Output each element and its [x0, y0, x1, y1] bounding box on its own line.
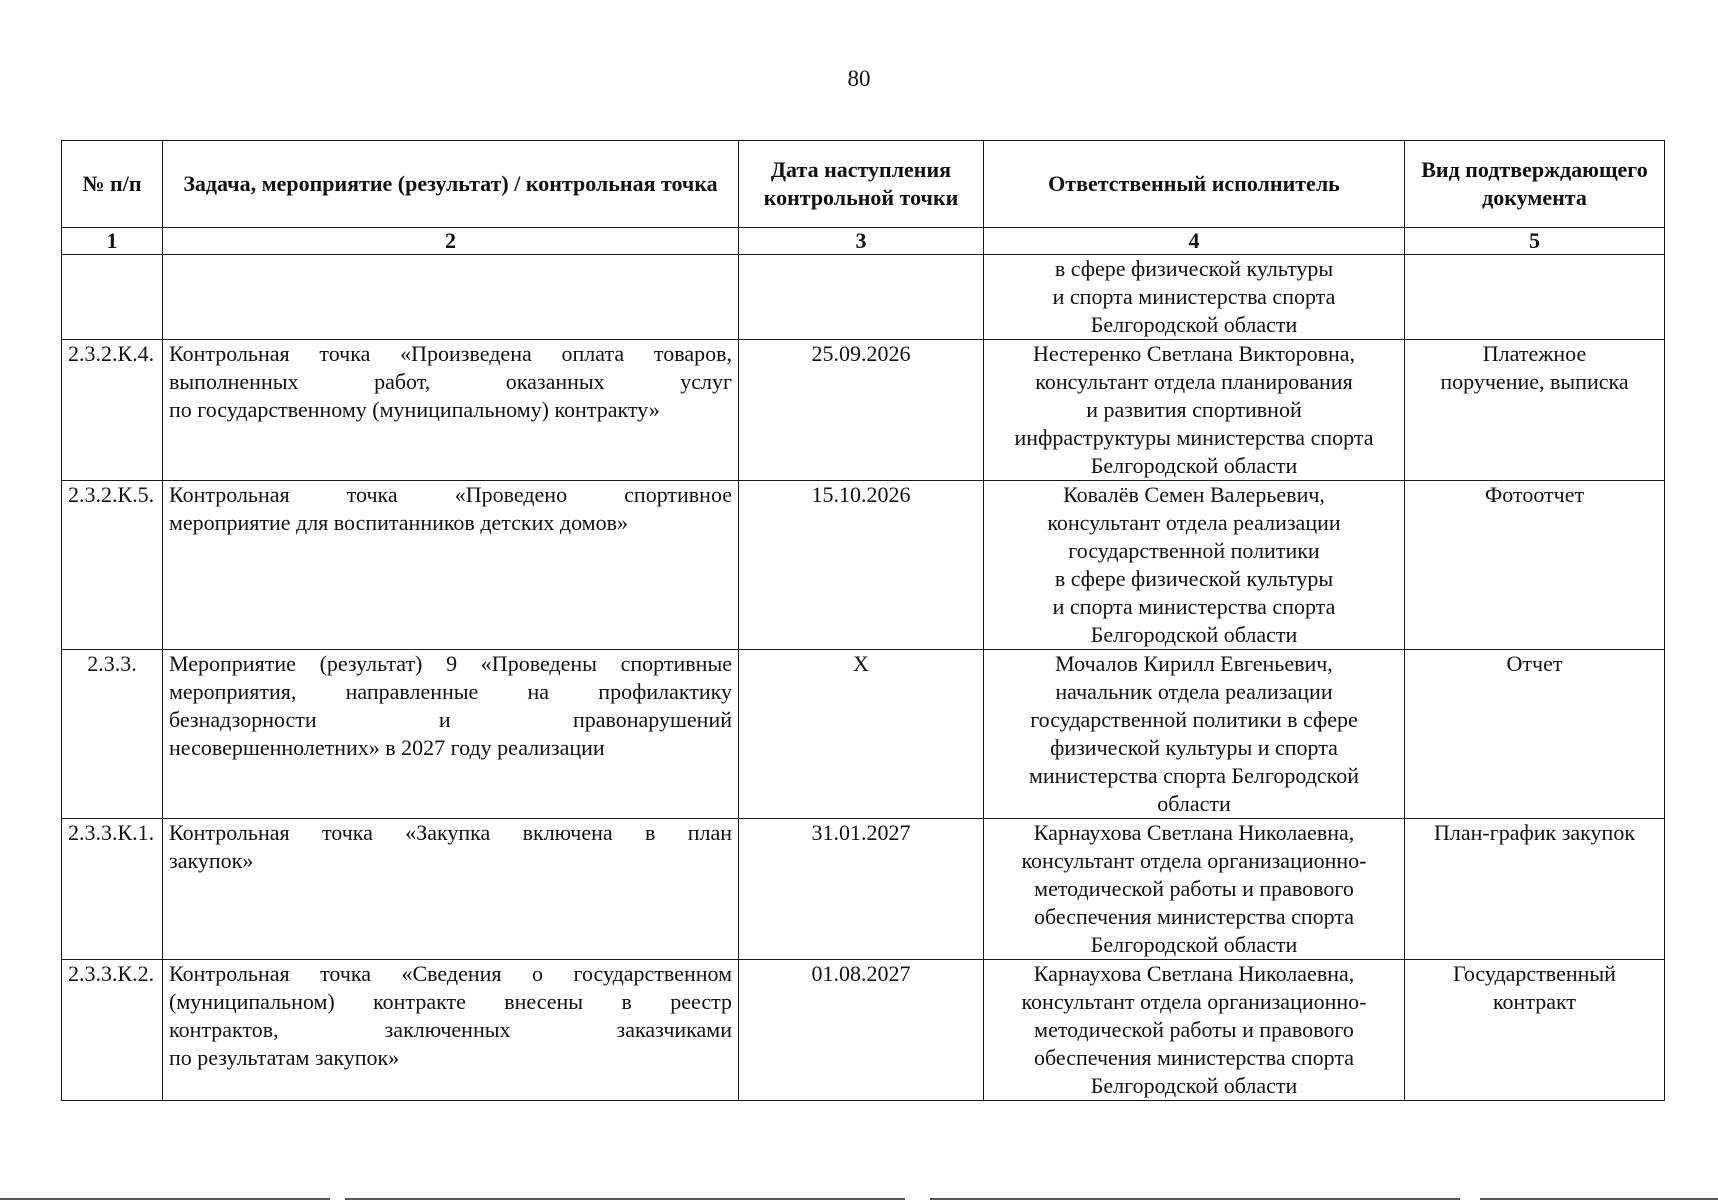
row-task [163, 340, 739, 481]
column-number: 3 [739, 228, 984, 255]
row-task [163, 650, 739, 819]
responsible-line: Белгородской области [1090, 622, 1298, 647]
document-line: контракт [1492, 989, 1576, 1014]
document-line: Фотоотчет [1484, 482, 1585, 507]
task-line: мероприятие для воспитанников детских домов» [169, 510, 628, 535]
task-line: закупок» [169, 848, 254, 873]
document-line: Государственный [1453, 961, 1616, 986]
responsible-line: и развития спортивной [1086, 397, 1302, 422]
row-number: 2.3.3.К.2. [62, 960, 163, 1101]
responsible-line: и спорта министерства спорта [1052, 594, 1336, 619]
responsible-line: начальник отдела реализации [1055, 679, 1333, 704]
responsible-line: физической культуры и спорта [1050, 735, 1338, 760]
responsible-line: в сфере физической культуры [1054, 566, 1334, 591]
responsible-line: области [1157, 791, 1231, 816]
task-line: (муниципальном) контракте внесены в реестр [169, 989, 732, 1014]
document-line: поручение, выписка [1440, 369, 1629, 394]
responsible-line: консультант отдела организационно- [1021, 989, 1367, 1014]
task-line: безнадзорности и правонарушений [169, 707, 732, 732]
responsible-line: консультант отдела организационно- [1021, 848, 1367, 873]
row-date: 31.01.2027 [739, 819, 984, 960]
table-row [62, 819, 1665, 960]
document-line: Отчет [1506, 651, 1563, 676]
responsible-line: государственной политики в сфере [1030, 707, 1358, 732]
responsible-line: консультант отдела планирования [1035, 369, 1353, 394]
column-number: 5 [1405, 228, 1665, 255]
row-task [163, 481, 739, 650]
task-line: Контрольная точка «Произведена оплата товаров, [169, 341, 732, 366]
table-row [62, 340, 1665, 481]
column-number: 4 [984, 228, 1405, 255]
task-line: Контрольная точка «Сведения о государственном [169, 961, 732, 986]
responsible-line: в сфере физической культуры [1054, 256, 1334, 281]
row-date: 25.09.2026 [739, 340, 984, 481]
task-line: несовершеннолетних» в 2027 году реализации [169, 735, 605, 760]
table-row [62, 960, 1665, 1101]
document-line: План-график закупок [1433, 820, 1636, 845]
row-date: 01.08.2027 [739, 960, 984, 1101]
table-header-row [62, 141, 1665, 228]
responsible-line: Белгородской области [1090, 453, 1298, 478]
task-line: Контрольная точка «Закупка включена в план [169, 820, 732, 845]
header-task: Задача, мероприятие (результат) / контрольная точка [163, 141, 739, 228]
row-task [163, 819, 739, 960]
row-number: 2.3.2.К.5. [62, 481, 163, 650]
row-number: 2.3.3. [62, 650, 163, 819]
responsible-line: методической работы и правового [1034, 876, 1354, 901]
responsible-line: Карнаухова Светлана Николаевна, [1033, 820, 1355, 845]
responsible-line: Нестеренко Светлана Викторовна, [1032, 341, 1356, 366]
responsible-line: Мочалов Кирилл Евгеньевич, [1055, 651, 1333, 676]
control-points-table [61, 140, 1665, 1101]
column-number-row [62, 228, 1665, 255]
row-responsible [984, 819, 1405, 960]
responsible-line: Белгородской области [1090, 312, 1298, 337]
task-line: по результатам закупок» [169, 1045, 400, 1070]
responsible-line: Ковалёв Семен Валерьевич, [1063, 482, 1325, 507]
row-date: X [739, 650, 984, 819]
responsible-line: методической работы и правового [1034, 1017, 1354, 1042]
responsible-line: министерства спорта Белгородской [1028, 763, 1360, 788]
task-line: мероприятия, направленные на профилактику [169, 679, 732, 704]
responsible-line: и спорта министерства спорта [1052, 284, 1336, 309]
row-responsible [984, 481, 1405, 650]
header-responsible: Ответственный исполнитель [984, 141, 1405, 228]
header-number: № п/п [62, 141, 163, 228]
task-line: контрактов, заключенных заказчиками [169, 1017, 732, 1042]
row-number [62, 255, 163, 340]
responsible-line: инфраструктуры министерства спорта [1014, 425, 1374, 450]
row-responsible [984, 255, 1405, 340]
row-responsible [984, 340, 1405, 481]
responsible-line: государственной политики [1068, 538, 1320, 563]
row-date: 15.10.2026 [739, 481, 984, 650]
table-row [62, 481, 1665, 650]
table-row [62, 650, 1665, 819]
row-number: 2.3.3.К.1. [62, 819, 163, 960]
row-document [1405, 650, 1665, 819]
responsible-line: консультант отдела реализации [1047, 510, 1341, 535]
row-document [1405, 819, 1665, 960]
row-date [739, 255, 984, 340]
column-number: 1 [62, 228, 163, 255]
row-task [163, 960, 739, 1101]
responsible-line: Белгородской области [1090, 932, 1298, 957]
page-number: 80 [847, 66, 871, 91]
row-number: 2.3.2.К.4. [62, 340, 163, 481]
row-document [1405, 340, 1665, 481]
row-document [1405, 255, 1665, 340]
responsible-line: Карнаухова Светлана Николаевна, [1033, 961, 1355, 986]
table-row [62, 255, 1665, 340]
row-responsible [984, 650, 1405, 819]
task-line: по государственному (муниципальному) контракту» [169, 397, 660, 422]
task-line: выполненных работ, оказанных услуг [169, 369, 732, 394]
row-document [1405, 960, 1665, 1101]
column-number: 2 [163, 228, 739, 255]
task-line: Контрольная точка «Проведено спортивное [169, 482, 732, 507]
header-document: Вид подтверждающего документа [1405, 141, 1665, 228]
header-date: Дата наступления контрольной точки [739, 141, 984, 228]
task-line: Мероприятие (результат) 9 «Проведены спортивные [169, 651, 732, 676]
responsible-line: обеспечения министерства спорта [1034, 904, 1354, 929]
document-line: Платежное [1482, 341, 1587, 366]
responsible-line: обеспечения министерства спорта [1034, 1045, 1354, 1070]
row-responsible [984, 960, 1405, 1101]
row-task [163, 255, 739, 340]
responsible-line: Белгородской области [1090, 1073, 1298, 1098]
row-document [1405, 481, 1665, 650]
